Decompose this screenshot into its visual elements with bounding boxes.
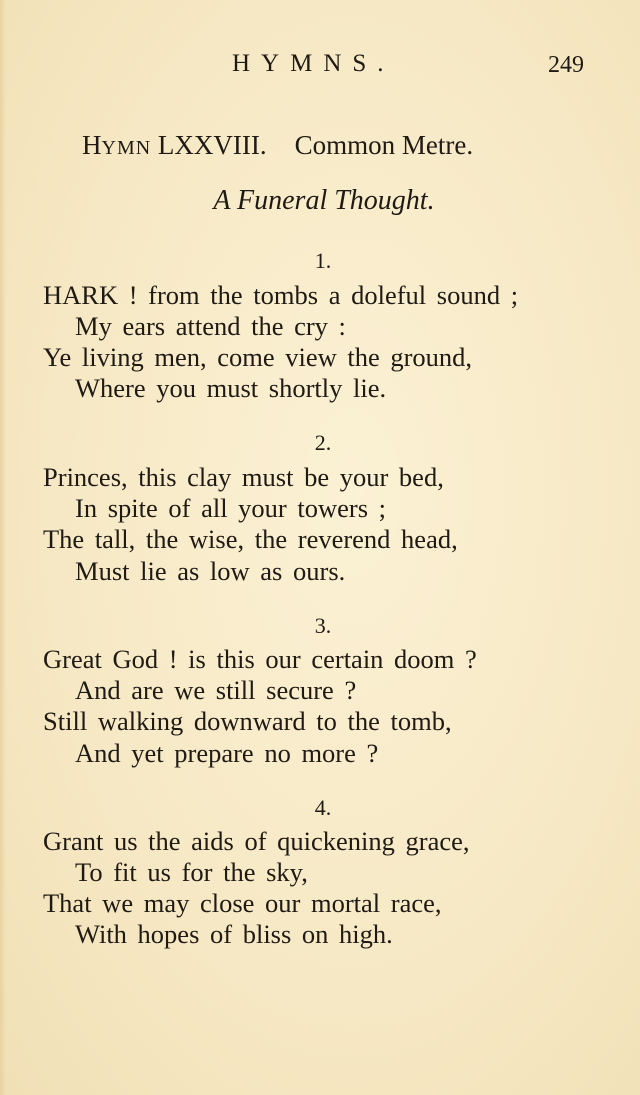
hymn-number: LXXVIII. (157, 130, 267, 160)
verse-line: The tall, the wise, the reverend head, (43, 524, 458, 554)
heading-small-caps: YMN (101, 137, 152, 159)
verse-line: To fit us for the sky, (75, 857, 308, 887)
stanza-number: 3. (314, 613, 332, 638)
running-title: HYMNS. (232, 50, 395, 77)
stanza-number: 1. (314, 248, 332, 273)
heading-initial: H (82, 130, 102, 160)
running-head (0, 50, 640, 84)
page-number: 249 (548, 52, 584, 78)
verse-line: Grant us the aids of quickening grace, (43, 826, 470, 856)
page-edge-shadow (0, 0, 6, 1095)
hymn-heading (82, 130, 562, 161)
verse-line: My ears attend the cry : (75, 311, 346, 341)
stanza-number: 2. (314, 430, 332, 455)
verse-line: Princes, this clay must be your bed, (43, 462, 444, 492)
verse-line: In spite of all your towers ; (75, 493, 387, 523)
hymn-subtitle: A Funeral Thought. (213, 185, 435, 216)
verse-line: And yet prepare no more ? (75, 738, 379, 768)
verse-line: Must lie as low as ours. (75, 556, 346, 586)
verse-line: Where you must shortly lie. (75, 373, 387, 403)
verse-line: HARK ! from the tombs a doleful sound ; (43, 280, 519, 310)
stanza-number: 4. (314, 795, 332, 820)
verse-line: That we may close our mortal race, (43, 888, 442, 918)
verse-line: Ye living men, come view the ground, (43, 342, 473, 372)
verse-line: With hopes of bliss on high. (75, 919, 393, 949)
hymn-metre: Common Metre. (294, 130, 474, 160)
verse-line: Great God ! is this our certain doom ? (43, 644, 477, 674)
verse-line: Still walking downward to the tomb, (43, 706, 452, 736)
verse-line: And are we still secure ? (75, 675, 357, 705)
